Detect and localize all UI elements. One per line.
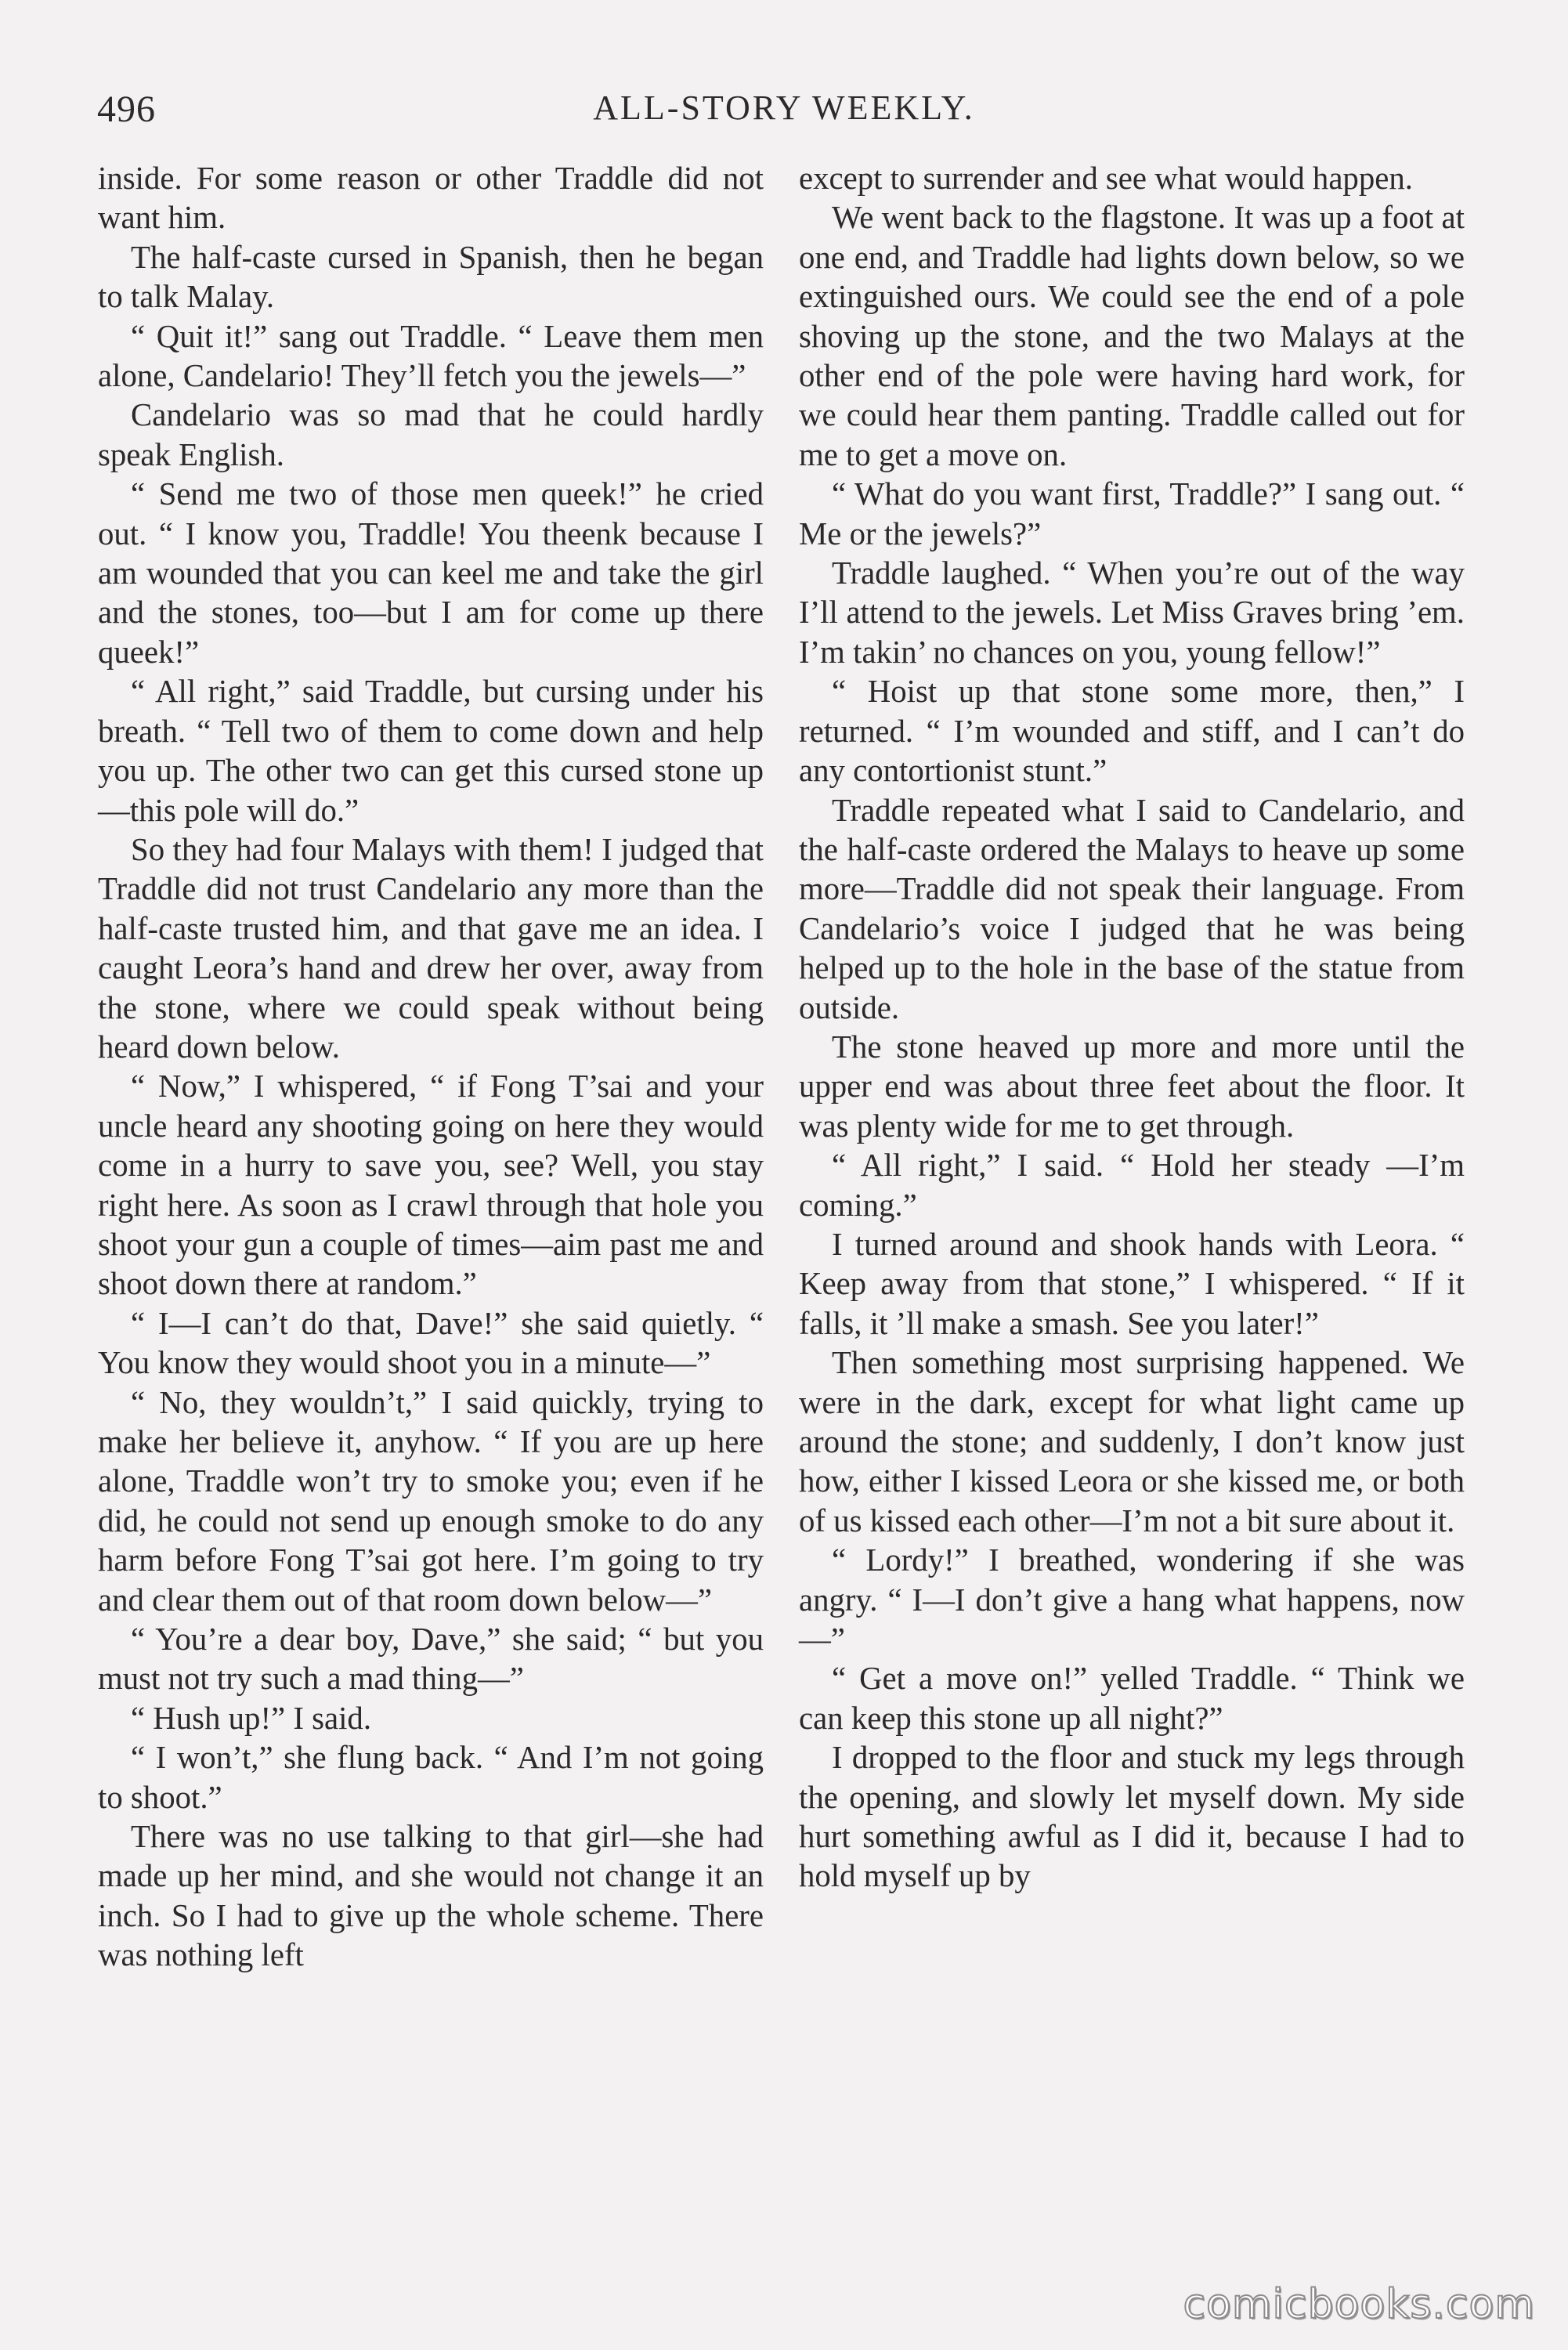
paragraph: “ Hoist up that stone some more, then,” I returned. “ I’m wounded and stiff, and I can’t do any contortionist stunt.” xyxy=(799,674,1465,789)
paragraph: We went back to the flagstone. It was up a foot at one end, and Traddle had lights down below, so we extinguished ours. We could see the end of a pole shoving up the stone, and the two Malays at the other end of the pole were having hard work, for we could hear them panting. Traddle called out for me to get a move on. xyxy=(799,200,1465,472)
paragraph: “ All right,” said Traddle, but cursing under his breath. “ Tell two of them to come down and help you up. The other two can get this cursed stone up—this pole will do.” xyxy=(98,674,764,828)
paragraph: inside. For some reason or other Traddle did not want him. xyxy=(98,161,764,236)
watermark: comicbooks.com xyxy=(1183,2281,1535,2328)
paragraph: “ Get a move on!” yelled Traddle. “ Think we can keep this stone up all night?” xyxy=(799,1661,1465,1736)
paragraph: “ What do you want first, Traddle?” I sang out. “ Me or the jewels?” xyxy=(799,476,1465,551)
paragraph: “ Hush up!” I said. xyxy=(131,1700,372,1736)
paragraph: “ No, they wouldn’t,” I said quickly, trying to make her believe it, anyhow. “ If you are up here alone, Traddle won’t try to smoke you; even if he did, he could not send up enough smoke to do any harm before Fong T’sai got here. I’m going to try and clear them out of that room down below—” xyxy=(98,1384,764,1618)
paragraph: Then something most surprising happened. We were in the dark, except for what light came up around the stone; and suddenly, I don’t know just how, either I kissed Leora or she kissed me, or both of us kissed each other—I’m not a bit sure about it. xyxy=(799,1345,1465,1538)
paragraph: “ Now,” I whispered, “ if Fong T’sai and your uncle heard any shooting going on here they would come in a hurry to save you, see? Well, you stay right here. As soon as I crawl through that hole you shoot your gun a couple of times—aim past me and shoot down there at random.” xyxy=(98,1068,764,1302)
paragraph: There was no use talking to that girl—she had made up her mind, and she would not change it an inch. So I had to give up the whole scheme. There was nothing left xyxy=(98,1819,764,1973)
paragraph: “ You’re a dear boy, Dave,” she said; “ but you must not try such a mad thing—” xyxy=(98,1622,764,1697)
paragraph: “ Send me two of those men queek!” he cried out. “ I know you, Traddle! You theenk because I am wounded that you can keel me and take the girl and the stones, too—but I am for come up there queek!” xyxy=(98,476,764,670)
paragraph: “ I—I can’t do that, Dave!” she said quietly. “ You know they would shoot you in a minute—” xyxy=(98,1305,764,1381)
left-column xyxy=(98,159,764,1976)
paragraph: I turned around and shook hands with Leora. “ Keep away from that stone,” I whispered. “ If it falls, it ’ll make a smash. See you later!” xyxy=(799,1226,1465,1341)
paragraph: Candelario was so mad that he could hardly speak English. xyxy=(98,397,764,472)
paragraph: except to surrender and see what would happen. xyxy=(799,161,1413,196)
paragraph: I dropped to the floor and stuck my legs through the opening, and slowly let myself down. My side hurt something awful as I did it, because I had to hold myself up by xyxy=(799,1740,1465,1894)
paragraph: The stone heaved up more and more until the upper end was about three feet about the floor. It was plenty wide for me to get through. xyxy=(799,1029,1465,1144)
paragraph: Traddle laughed. “ When you’re out of the way I’ll attend to the jewels. Let Miss Graves bring ’em. I’m takin’ no chances on you, young fellow!” xyxy=(799,555,1465,670)
paragraph: Traddle repeated what I said to Candelario, and the half-caste ordered the Malays to heave up some more—Traddle did not speak their language. From Candelario’s voice I judged that he was being helped up to the hole in the base of the statue from outside. xyxy=(799,792,1465,1025)
paragraph: “ Lordy!” I breathed, wondering if she was angry. “ I—I don’t give a hang what happens, now—” xyxy=(799,1542,1465,1658)
paragraph: “ I won’t,” she flung back. “ And I’m not going to shoot.” xyxy=(98,1740,764,1815)
page-number: 496 xyxy=(97,89,156,130)
paragraph: “ Quit it!” sang out Traddle. “ Leave them men alone, Candelario! They’ll fetch you the jewels—” xyxy=(98,318,764,394)
right-column xyxy=(799,159,1465,1896)
paragraph: “ All right,” I said. “ Hold her steady —I’m coming.” xyxy=(799,1148,1465,1223)
paragraph: The half-caste cursed in Spanish, then he began to talk Malay. xyxy=(98,239,764,315)
running-head: ALL-STORY WEEKLY. xyxy=(593,89,975,127)
paragraph: So they had four Malays with them! I judged that Traddle did not trust Candelario any more than the half-caste trusted him, and that gave me an idea. I caught Leora’s hand and drew her over, away from the stone, where we could speak without being heard down below. xyxy=(98,831,764,1065)
